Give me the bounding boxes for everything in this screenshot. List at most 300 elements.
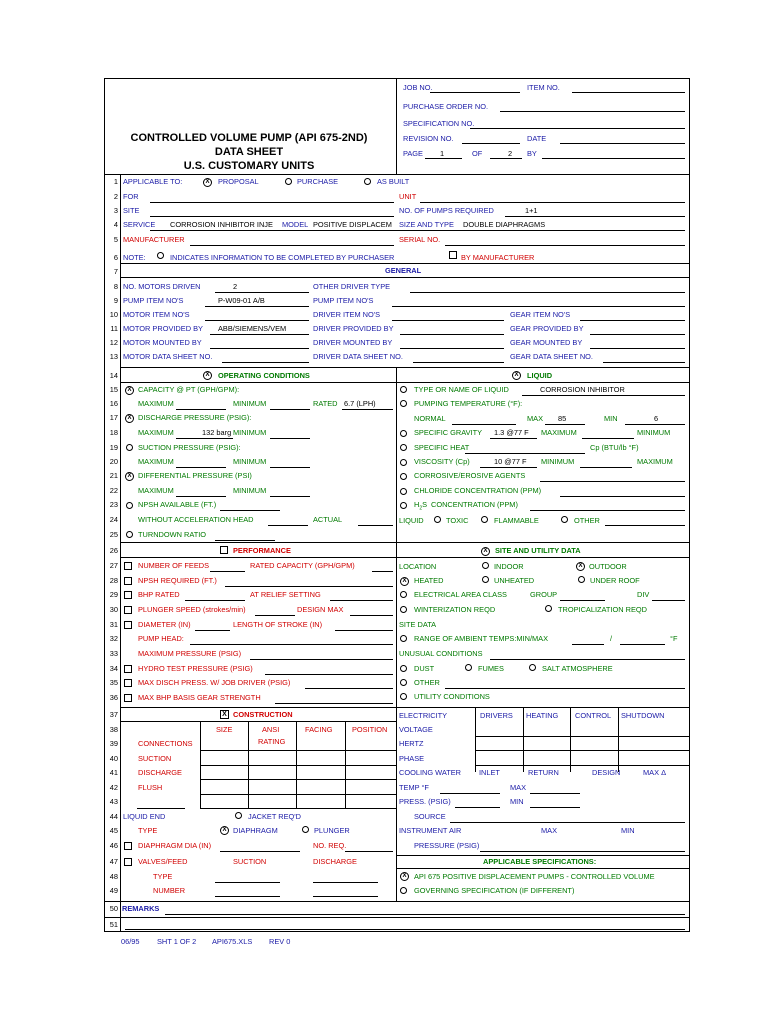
line-number: 34: [109, 664, 118, 673]
npsh-available-label: NPSH AVAILABLE (FT.): [138, 500, 217, 509]
line-number: 18: [109, 428, 118, 437]
temp-label: TEMP °F: [399, 783, 429, 792]
temp-normal-field[interactable]: [452, 424, 516, 425]
as-built-label: AS BUILT: [377, 177, 410, 186]
size-col-label: SIZE: [216, 725, 233, 734]
npsh-req-field[interactable]: [225, 586, 393, 587]
flammable-label: FLAMMABLE: [494, 516, 539, 525]
util-row-1: [475, 736, 690, 737]
line-number: 45: [109, 826, 118, 835]
pump-head-field[interactable]: [190, 644, 393, 645]
connections-label: CONNECTIONS: [138, 739, 193, 748]
bhp-field[interactable]: [185, 600, 245, 601]
diaphragm-selected-icon[interactable]: X: [220, 826, 229, 835]
gear-provided-label: GEAR PROVIDED BY: [510, 324, 584, 333]
line-number: 9: [113, 296, 118, 305]
general-rule-bottom: [120, 277, 690, 278]
viscosity-field[interactable]: [480, 467, 537, 468]
rev-no-field[interactable]: [462, 143, 520, 144]
discharge-max-field[interactable]: [176, 438, 233, 439]
unit-label: UNIT: [399, 192, 417, 201]
gear-mounted-field[interactable]: [590, 348, 685, 349]
no-pumps-label: NO. OF PUMPS REQUIRED: [399, 206, 494, 215]
motors-driven-value: 2: [233, 282, 238, 291]
gear-provided-field[interactable]: [590, 334, 685, 335]
suction-min-field[interactable]: [270, 467, 310, 468]
rated-capacity-label: RATED CAPACITY (GPH/GPM): [250, 561, 355, 570]
div-field[interactable]: [652, 600, 685, 601]
div-label: DIV: [637, 590, 650, 599]
suction-pressure-label: SUCTION PRESSURE (PSIG):: [138, 443, 241, 452]
npsh-available-radio-icon[interactable]: [126, 502, 133, 509]
hydro-box-icon: [124, 665, 132, 673]
control-col-label: CONTROL: [575, 711, 612, 720]
hydro-field[interactable]: [265, 674, 393, 675]
temp-max-label: MAX: [527, 414, 544, 423]
npsh-available-field[interactable]: [220, 510, 280, 511]
line-number: 43: [109, 797, 118, 806]
note-label: NOTE:: [123, 253, 146, 262]
page-field[interactable]: [425, 158, 462, 159]
max-pressure-field[interactable]: [250, 659, 393, 660]
plunger-speed-box-icon: [124, 606, 132, 614]
line-number: 28: [109, 576, 118, 585]
pumping-temp-label: PUMPING TEMPERATURE (°F):: [414, 399, 523, 408]
other-site-field[interactable]: [445, 688, 685, 689]
design-max-field[interactable]: [350, 615, 393, 616]
valves-type-discharge-field[interactable]: [313, 882, 378, 883]
model-label: MODEL: [282, 220, 309, 229]
npsh-req-label: NPSH REQUIRED (FT.): [138, 576, 217, 585]
inst-air-pressure-label: PRESSURE (PSIG): [414, 841, 480, 850]
stroke-field[interactable]: [335, 630, 393, 631]
liquid-selected-icon[interactable]: X: [512, 371, 521, 380]
util-col-1: [475, 707, 476, 772]
valves-number-label: NUMBER: [153, 886, 186, 895]
line-number: 17: [109, 413, 118, 422]
motor-item-label: MOTOR ITEM NO'S: [123, 310, 190, 319]
gear-ds-field[interactable]: [603, 362, 685, 363]
temp-max-util-label: MAX: [510, 783, 527, 792]
driver-provided-label: DRIVER PROVIDED BY: [313, 324, 394, 333]
valves-suction-label: SUCTION: [233, 857, 267, 866]
other-driver-label: OTHER DRIVER TYPE: [313, 282, 391, 291]
plunger-radio-icon[interactable]: [302, 826, 309, 833]
relief-label: AT RELIEF SETTING: [250, 590, 321, 599]
driver-ds-field[interactable]: [413, 362, 504, 363]
diaphragm-dia-field[interactable]: [220, 851, 300, 852]
toxic-radio-icon[interactable]: [434, 516, 441, 523]
rated-value: 6.7 (LPH): [344, 399, 376, 408]
type-label: TYPE: [138, 826, 158, 835]
hertz-label: HERTZ: [399, 739, 424, 748]
discharge-min-field[interactable]: [270, 438, 310, 439]
pump-item-field-2[interactable]: [392, 306, 685, 307]
temp-max-field[interactable]: [545, 424, 585, 425]
valves-number-suction-field[interactable]: [215, 896, 280, 897]
fumes-label: FUMES: [478, 664, 504, 673]
line-number: 32: [109, 634, 118, 643]
line-number: 14: [109, 371, 118, 380]
of-label: OF: [472, 149, 483, 158]
group-field[interactable]: [560, 600, 605, 601]
line-number: 26: [109, 546, 118, 555]
governing-radio-icon[interactable]: [400, 887, 407, 894]
motors-driven-label: NO. MOTORS DRIVEN: [123, 282, 201, 291]
cp-label: Cp (BTU/lb °F): [590, 443, 639, 452]
relief-field[interactable]: [330, 600, 393, 601]
suction-conn-label: SUCTION: [138, 754, 172, 763]
performance-heading: PERFORMANCE: [233, 546, 291, 555]
unusual-field[interactable]: [490, 659, 685, 660]
tropicalization-label: TROPICALIZATION REQD: [558, 605, 647, 614]
diameter-box-icon: [124, 621, 132, 629]
line-number: 39: [109, 739, 118, 748]
util-row-2: [475, 750, 690, 751]
design-max-label: DESIGN MAX: [297, 605, 344, 614]
gear-item-field[interactable]: [580, 320, 685, 321]
heated-selected-icon[interactable]: X: [400, 577, 409, 586]
operating-selected-icon[interactable]: X: [203, 371, 212, 380]
temp-min-field[interactable]: [625, 424, 685, 425]
indoor-radio-icon[interactable]: [482, 562, 489, 569]
max-delta-label: MAX Δ: [643, 768, 667, 777]
motor-item-field[interactable]: [205, 320, 309, 321]
turndown-field[interactable]: [215, 540, 275, 541]
pump-item-label: PUMP ITEM NO'S: [123, 296, 184, 305]
remarks-heading: REMARKS: [122, 904, 160, 913]
voltage-label: VOLTAGE: [399, 725, 433, 734]
line-number: 46: [109, 841, 118, 850]
unit-field[interactable]: [420, 202, 685, 203]
viscosity-radio-icon[interactable]: [400, 459, 407, 466]
liquid-type-label: TYPE OR NAME OF LIQUID: [414, 385, 509, 394]
under-roof-radio-icon[interactable]: [578, 576, 585, 583]
line-number: 23: [109, 500, 118, 509]
sg-max-label: MAXIMUM: [541, 428, 577, 437]
discharge-pressure-label: DISCHARGE PRESSURE (PSIG):: [138, 413, 252, 422]
no-req-field[interactable]: [345, 851, 393, 852]
press-label: PRESS. (PSIG): [399, 797, 451, 806]
h2s-field[interactable]: [530, 510, 685, 511]
liquid-type-radio-icon[interactable]: [400, 386, 407, 393]
other-site-radio-icon[interactable]: [400, 679, 407, 686]
by-field[interactable]: [542, 158, 685, 159]
liquid-type-value: CORROSION INHIBITOR: [540, 385, 625, 394]
other-hazard-radio-icon[interactable]: [561, 516, 568, 523]
capacity-label: CAPACITY @ PT (GPH/GPM):: [138, 385, 240, 394]
api-spec-selected-icon[interactable]: X: [400, 872, 409, 881]
corrosive-radio-icon[interactable]: [400, 473, 407, 480]
site-field[interactable]: [150, 216, 394, 217]
rated-field[interactable]: [342, 409, 393, 410]
heating-col-label: HEATING: [526, 711, 559, 720]
general-rule-top: [120, 263, 690, 264]
specific-heat-label: SPECIFIC HEAT: [414, 443, 470, 452]
manufacturer-label: MANUFACTURER: [123, 235, 185, 244]
item-no-label: ITEM NO.: [527, 83, 560, 92]
max-bhp-field[interactable]: [275, 703, 393, 704]
chloride-radio-icon[interactable]: [400, 488, 407, 495]
operating-rule-top: [120, 367, 690, 368]
util-col-3: [570, 707, 571, 772]
plunger-speed-field[interactable]: [255, 615, 295, 616]
winterization-label: WINTERIZATION REQD: [414, 605, 496, 614]
max-disch-field[interactable]: [305, 688, 393, 689]
line-number: 15: [109, 385, 118, 394]
line-number: 6: [113, 253, 118, 262]
diff-min-field[interactable]: [270, 496, 310, 497]
item-no-field[interactable]: [572, 92, 685, 93]
tropicalization-radio-icon[interactable]: [545, 605, 552, 612]
construction-selected-icon[interactable]: X: [220, 710, 229, 719]
hydro-label: HYDRO TEST PRESSURE (PSIG): [138, 664, 253, 673]
motors-driven-field[interactable]: [215, 292, 309, 293]
valves-box-icon: [124, 858, 132, 866]
size-type-label: SIZE AND TYPE: [399, 220, 454, 229]
po-no-field[interactable]: [500, 111, 685, 112]
manufacturer-field[interactable]: [190, 245, 394, 246]
line-number: 10: [109, 310, 118, 319]
diameter-field[interactable]: [195, 630, 230, 631]
unheated-radio-icon[interactable]: [482, 576, 489, 583]
ambient-max-field[interactable]: [620, 644, 665, 645]
actual-label: ACTUAL: [313, 515, 343, 524]
visc-max-label: MAXIMUM: [637, 457, 673, 466]
fumes-radio-icon[interactable]: [465, 664, 472, 671]
other-hazard-label: OTHER: [574, 516, 600, 525]
temp-normal-label: NORMAL: [414, 414, 446, 423]
of-field[interactable]: [490, 158, 522, 159]
driver-item-field[interactable]: [392, 320, 504, 321]
other-site-label: OTHER: [414, 678, 440, 687]
bhp-label: BHP RATED: [138, 590, 180, 599]
driver-mounted-field[interactable]: [400, 348, 504, 349]
remarks-field-1[interactable]: [165, 914, 685, 915]
viscosity-value: 10 @77 F: [494, 457, 527, 466]
position-col-label: POSITION: [352, 725, 388, 734]
site-label: SITE: [123, 206, 140, 215]
line-number: 24: [109, 515, 118, 524]
temp-inlet-field[interactable]: [440, 793, 500, 794]
source-field[interactable]: [450, 822, 685, 823]
press-min-field[interactable]: [530, 807, 580, 808]
without-accel-label: WITHOUT ACCELERATION HEAD: [138, 515, 254, 524]
winterization-radio-icon[interactable]: [400, 606, 407, 613]
line-number: 25: [109, 530, 118, 539]
page-value: 1: [440, 149, 445, 158]
capacity-max-field[interactable]: [176, 409, 226, 410]
dust-radio-icon[interactable]: [400, 665, 407, 672]
performance-box-icon: [220, 546, 228, 554]
for-field[interactable]: [150, 202, 394, 203]
motor-mounted-label: MOTOR MOUNTED BY: [123, 338, 202, 347]
capacity-selected-icon[interactable]: X: [125, 386, 134, 395]
suction-min-label: MINIMUM: [233, 457, 267, 466]
inst-air-min-label: MIN: [621, 826, 635, 835]
line-number: 29: [109, 590, 118, 599]
line-number: 19: [109, 443, 118, 452]
suction-max-label: MAXIMUM: [138, 457, 174, 466]
suction-pressure-radio-icon[interactable]: [126, 444, 133, 451]
capacity-min-field[interactable]: [270, 409, 310, 410]
inst-air-label: INSTRUMENT AIR: [399, 826, 462, 835]
header-bottom-rule: [104, 174, 690, 175]
motor-mounted-field[interactable]: [210, 348, 309, 349]
corrosive-field[interactable]: [540, 481, 685, 482]
actual-field[interactable]: [358, 525, 393, 526]
footer-date: 06/95: [121, 937, 140, 946]
h2s-radio-icon[interactable]: [400, 502, 407, 509]
temp-min-value: 6: [654, 414, 659, 423]
line-number: 11: [110, 324, 118, 333]
no-req-label: NO. REQ.: [313, 841, 347, 850]
line-number: 41: [109, 768, 118, 777]
location-label: LOCATION: [399, 562, 437, 571]
ambient-slash: /: [610, 634, 613, 643]
site-selected-icon[interactable]: X: [481, 547, 490, 556]
phase-label: PHASE: [399, 754, 425, 763]
no-pumps-field[interactable]: [505, 216, 685, 217]
construction-heading: CONSTRUCTION: [233, 710, 293, 719]
ambient-min-field[interactable]: [572, 644, 604, 645]
motor-provided-value: ABB/SIEMENS/VEM: [218, 324, 287, 333]
line-number: 31: [109, 620, 118, 629]
diaphragm-dia-box-icon: [124, 842, 132, 850]
turndown-label: TURNDOWN RATIO: [138, 530, 207, 539]
ambient-radio-icon[interactable]: [400, 635, 407, 642]
ambient-unit: °F: [670, 634, 678, 643]
diff-max-field[interactable]: [176, 496, 226, 497]
discharge-max-value: 132 barg: [202, 428, 232, 437]
turndown-radio-icon[interactable]: [126, 531, 133, 538]
source-label: SOURCE: [414, 812, 446, 821]
line-number: 7: [113, 267, 118, 276]
line-number: 12: [109, 338, 118, 347]
gear-ds-label: GEAR DATA SHEET NO.: [510, 352, 593, 361]
elec-area-radio-icon[interactable]: [400, 591, 407, 598]
motor-ds-label: MOTOR DATA SHEET NO.: [123, 352, 213, 361]
feeds-field[interactable]: [210, 571, 245, 572]
purchase-radio-icon[interactable]: [285, 178, 292, 185]
jacket-radio-icon[interactable]: [235, 812, 242, 819]
press-field[interactable]: [455, 807, 500, 808]
salt-radio-icon[interactable]: [529, 664, 536, 671]
valves-number-discharge-field[interactable]: [313, 896, 378, 897]
construction-utility-divider: [396, 707, 397, 902]
serial-no-field[interactable]: [445, 245, 685, 246]
note-text: INDICATES INFORMATION TO BE COMPLETED BY PURCHASER: [170, 253, 395, 262]
visc-min-field[interactable]: [580, 467, 632, 468]
valves-type-suction-field[interactable]: [215, 882, 280, 883]
line-number-column-rule: [120, 174, 121, 932]
model-value: POSITIVE DISPLACEM: [313, 220, 392, 229]
serial-no-label: SERIAL NO.: [399, 235, 441, 244]
service-value: CORROSION INHIBITOR INJE: [170, 220, 273, 229]
outdoor-selected-icon[interactable]: X: [576, 562, 585, 571]
utility-label: UTILITY CONDITIONS: [414, 692, 490, 701]
liquid-type-field[interactable]: [522, 395, 685, 396]
sg-max-field[interactable]: [582, 438, 634, 439]
max-bhp-box-icon: [124, 694, 132, 702]
discharge-selected-icon[interactable]: X: [125, 414, 134, 423]
feeds-label: NUMBER OF FEEDS: [138, 561, 210, 570]
grid-row-2: [200, 765, 396, 766]
utility-radio-icon[interactable]: [400, 693, 407, 700]
footer-revision: REV 0: [269, 937, 291, 946]
chloride-field[interactable]: [560, 496, 685, 497]
line-number: 36: [109, 693, 118, 702]
as-built-radio-icon[interactable]: [364, 178, 371, 185]
suction-max-field[interactable]: [176, 467, 226, 468]
line-number: 8: [113, 282, 118, 291]
motor-provided-field[interactable]: [210, 334, 309, 335]
size-type-value: DOUBLE DIAPHRAGMS: [463, 220, 546, 229]
manufacturer-box-icon: [449, 251, 457, 259]
specific-heat-field[interactable]: [465, 453, 585, 454]
h2s-formula: $H_2S$: [414, 500, 428, 512]
line-number: 3: [113, 206, 118, 215]
specs-rule-top: [396, 855, 690, 856]
sg-min-label: MINIMUM: [637, 428, 671, 437]
line-number: 33: [109, 649, 118, 658]
inst-air-pressure-field[interactable]: [480, 851, 685, 852]
rated-capacity-field[interactable]: [372, 571, 393, 572]
line-number: 40: [109, 754, 118, 763]
electricity-label: ELECTRICITY: [399, 711, 448, 720]
press-min-label: MIN: [510, 797, 524, 806]
motor-ds-field[interactable]: [222, 362, 309, 363]
job-no-label: JOB NO.: [403, 83, 433, 92]
remarks-field-2[interactable]: [125, 929, 685, 930]
without-accel-field[interactable]: [268, 525, 308, 526]
h2s-label: CONCENTRATION (PPM): [431, 500, 518, 509]
specific-heat-radio-icon[interactable]: [400, 444, 407, 451]
line-number: 35: [109, 678, 118, 687]
pumping-temp-radio-icon[interactable]: [400, 400, 407, 407]
viscosity-label: VISCOSITY (Cp): [414, 457, 470, 466]
performance-rule-top: [120, 542, 690, 543]
job-no-field[interactable]: [430, 92, 520, 93]
diff-pressure-label: DIFFERENTIAL PRESSURE (PSI): [138, 471, 252, 480]
util-col-2: [523, 707, 524, 772]
gear-item-label: GEAR ITEM NO'S: [510, 310, 571, 319]
other-driver-field[interactable]: [410, 292, 685, 293]
temp-max-util-field[interactable]: [530, 793, 580, 794]
date-field[interactable]: [560, 143, 685, 144]
spec-no-field[interactable]: [470, 128, 685, 129]
flammable-radio-icon[interactable]: [481, 516, 488, 523]
line-number: 21: [109, 471, 118, 480]
sg-radio-icon[interactable]: [400, 430, 407, 437]
driver-provided-field[interactable]: [400, 334, 504, 335]
max-pressure-label: MAXIMUM PRESSURE (PSIG): [138, 649, 242, 658]
visc-min-label: MINIMUM: [541, 457, 575, 466]
line-43-field[interactable]: [137, 808, 185, 809]
grid-row-4: [200, 794, 396, 795]
drivers-col-label: DRIVERS: [480, 711, 513, 720]
feeds-box-icon: [124, 562, 132, 570]
proposal-selected-icon[interactable]: X: [203, 178, 212, 187]
line-number: 50: [109, 904, 118, 913]
by-manufacturer-label: BY MANUFACTURER: [461, 253, 535, 262]
other-hazard-field[interactable]: [605, 525, 685, 526]
sg-field[interactable]: [490, 438, 537, 439]
pump-item-field[interactable]: [205, 306, 309, 307]
specs-heading: APPLICABLE SPECIFICATIONS:: [483, 857, 597, 866]
diff-pressure-selected-icon[interactable]: X: [125, 472, 134, 481]
service-field[interactable]: [150, 230, 685, 231]
